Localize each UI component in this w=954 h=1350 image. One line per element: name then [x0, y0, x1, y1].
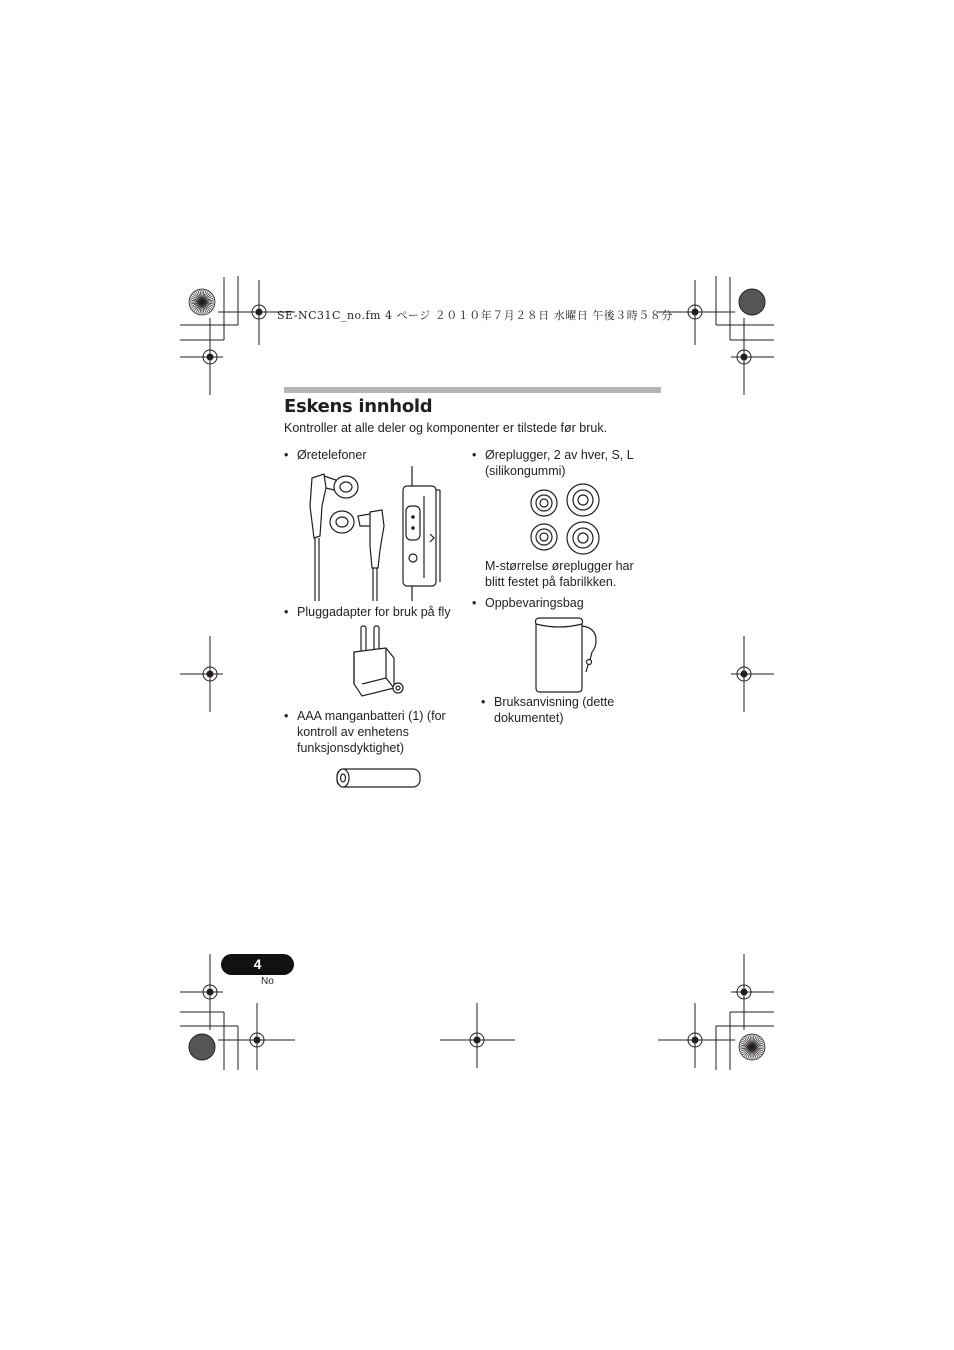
list-item-adapter: • Pluggadapter for bruk på fly — [284, 605, 451, 619]
title-rule — [284, 387, 661, 393]
bullet: • — [284, 605, 289, 619]
intro-text: Kontroller at alle deler og komponenter er tilstede før bruk. — [284, 421, 608, 435]
bullet: • — [472, 596, 477, 610]
earphones-illustration — [300, 466, 450, 601]
list-item-earphones: • Øretelefoner — [284, 448, 367, 462]
file-info-header: SE-NC31C_no.fm 4 ページ ２０１０年７月２８日 水曜日 午後３時５８分 — [277, 309, 673, 322]
bullet: • — [284, 448, 289, 462]
plug-adapter-illustration — [350, 622, 410, 702]
storage-bag-illustration — [530, 614, 610, 694]
list-item-earplugs: • Øreplugger, 2 av hver, S, L (silikongummi) — [472, 448, 634, 478]
list-item-manual: • Bruksanvisning (dette dokumentet) — [481, 695, 615, 725]
language-code: No — [261, 976, 274, 987]
list-item-battery: • AAA manganbatteri (1) (for kontroll av enhetens funksjonsdyktighet) — [284, 709, 446, 755]
page-title: Eskens innhold — [284, 396, 433, 417]
bullet: • — [284, 709, 289, 723]
list-item-bag: • Oppbevaringsbag — [472, 596, 584, 610]
earplugs-note: M-størrelse øreplugger har blitt festet på fabrilkken. — [485, 559, 634, 589]
bullet: • — [481, 695, 486, 709]
bullet: • — [472, 448, 477, 462]
earplugs-illustration — [528, 481, 608, 557]
page-number: 4 — [221, 954, 294, 975]
battery-illustration — [333, 766, 423, 790]
